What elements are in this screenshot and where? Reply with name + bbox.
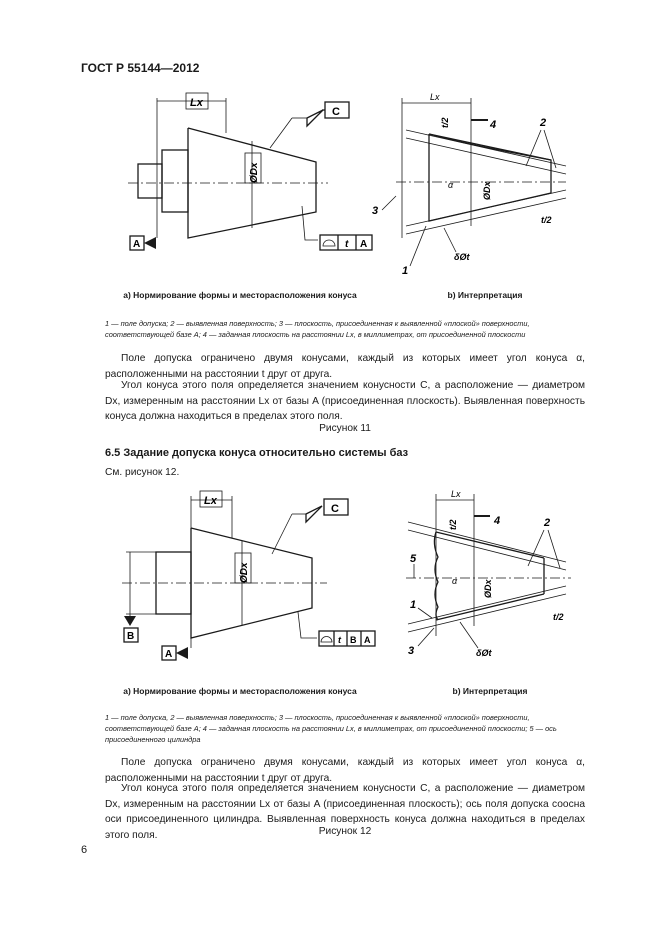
fig11-c-label: C <box>332 106 340 118</box>
fig11b-n4: 4 <box>490 119 497 131</box>
fig12-dx-label: ØDx <box>239 562 250 583</box>
fig11b-alpha: α <box>448 180 454 190</box>
fig12b-n4: 4 <box>494 515 501 527</box>
fig12b-alpha: α <box>452 576 458 586</box>
fig12b-lx-label: Lx <box>451 489 461 499</box>
figure12-legend: 1 — поле допуска, 2 — выявленная поверхность; 3 — плоскость, присоединенная к выявленной «плоской» поверхности, соответствующей базе A; 4 — заданная плоскость на расстоянии Lx, в миллиметрах, от присоединенной плоскости; 5 — ось присоединенного цилиндра <box>105 713 557 744</box>
fig12-t-symbol: t <box>338 635 341 645</box>
figure12-paragraph-1: Поле допуска ограничено двумя конусами, каждый из которых имеет угол конуса α, расположенными на расстоянии t друг от друга. <box>105 757 585 784</box>
fig11b-dx: ØDx <box>482 181 492 200</box>
figure11-drawing-a <box>120 88 368 263</box>
fig12b-t2-top: t/2 <box>448 519 458 530</box>
fig12b-n5: 5 <box>410 553 417 565</box>
fig12-frame-b: B <box>350 635 357 645</box>
fig12-datum-b: B <box>127 631 135 642</box>
figure12-title: Рисунок 12 <box>318 826 372 837</box>
fig11b-t2-bottom: t/2 <box>541 215 552 225</box>
figure11-drawing-b <box>366 88 596 280</box>
fig12-datum-a: A <box>165 649 173 660</box>
page-number: 6 <box>81 844 88 856</box>
fig12b-delta: δØt <box>476 648 492 658</box>
fig12b-n2: 2 <box>544 517 551 529</box>
section-heading: 6.5 Задание допуска конуса относительно системы баз <box>105 447 409 459</box>
fig12b-n3: 3 <box>408 645 415 657</box>
figure12-paragraph-2: Угол конуса этого поля определяется значением конусности C, а расположение — диаметром Dx, измеренным на расстоянии Lx от базы A (присоединенная плоскость); ось поля допуска соосна оси присоединенного цилиндра. Выявленная поверхность конуса должна находиться в пределах этого поля. <box>105 783 585 841</box>
figure12-drawing-b <box>386 486 586 664</box>
fig11-lx-label: Lx <box>190 97 203 109</box>
section-reference: См. рисунок 12. <box>105 467 180 478</box>
fig12-frame-a: A <box>364 635 371 645</box>
document-header: ГОСТ Р 55144—2012 <box>81 61 200 75</box>
fig12-lx-label: Lx <box>204 495 217 507</box>
fig11-datum-a: A <box>133 239 141 250</box>
fig11b-n1: 1 <box>402 265 409 277</box>
figure12-drawing-a <box>112 488 377 668</box>
fig11-frame-a: A <box>360 239 368 250</box>
fig11b-t2-top: t/2 <box>440 117 450 128</box>
fig11-dx-label: ØDx <box>249 162 260 183</box>
fig11b-delta: δØt <box>454 252 470 262</box>
figure11-paragraph-1: Поле допуска ограничено двумя конусами, каждый из которых имеет угол конуса α, расположенными на расстоянии t друг от друга. <box>105 353 585 380</box>
fig12b-t2-bottom: t/2 <box>553 612 564 622</box>
figure11-legend: 1 — поле допуска; 2 — выявленная поверхность; 3 — плоскость, присоединенная к выявленной «плоской» поверхности, соответствующей базе A; 4 — заданная плоскость на расстоянии Lx, в миллиметрах, от присоединенной плоскости <box>105 319 530 339</box>
figure12-caption-a: a) Нормирование формы и месторасположения конуса <box>123 686 357 696</box>
figure12-caption-b: b) Интерпретация <box>452 686 528 696</box>
fig12b-dx: ØDx <box>483 579 493 598</box>
figure11-paragraph-2: Угол конуса этого поля определяется значением конусности C, а расположение — диаметром Dx, измеренным на расстоянии Lx от базы A (присоединенная плоскость). Выявленная поверхность конуса должна находиться в пределах этого поля. <box>105 380 585 422</box>
fig12b-n1: 1 <box>410 599 417 611</box>
fig11b-n2: 2 <box>540 117 547 129</box>
fig11b-lx-label: Lx <box>430 92 440 102</box>
fig11-t-symbol: t <box>345 239 349 250</box>
figure11-caption-a: a) Нормирование формы и месторасположения конуса <box>123 290 357 300</box>
fig11b-n3: 3 <box>372 205 379 217</box>
figure11-caption-b: b) Интерпретация <box>447 290 523 300</box>
figure11-title: Рисунок 11 <box>319 423 371 434</box>
fig12-c-label: C <box>331 503 339 515</box>
